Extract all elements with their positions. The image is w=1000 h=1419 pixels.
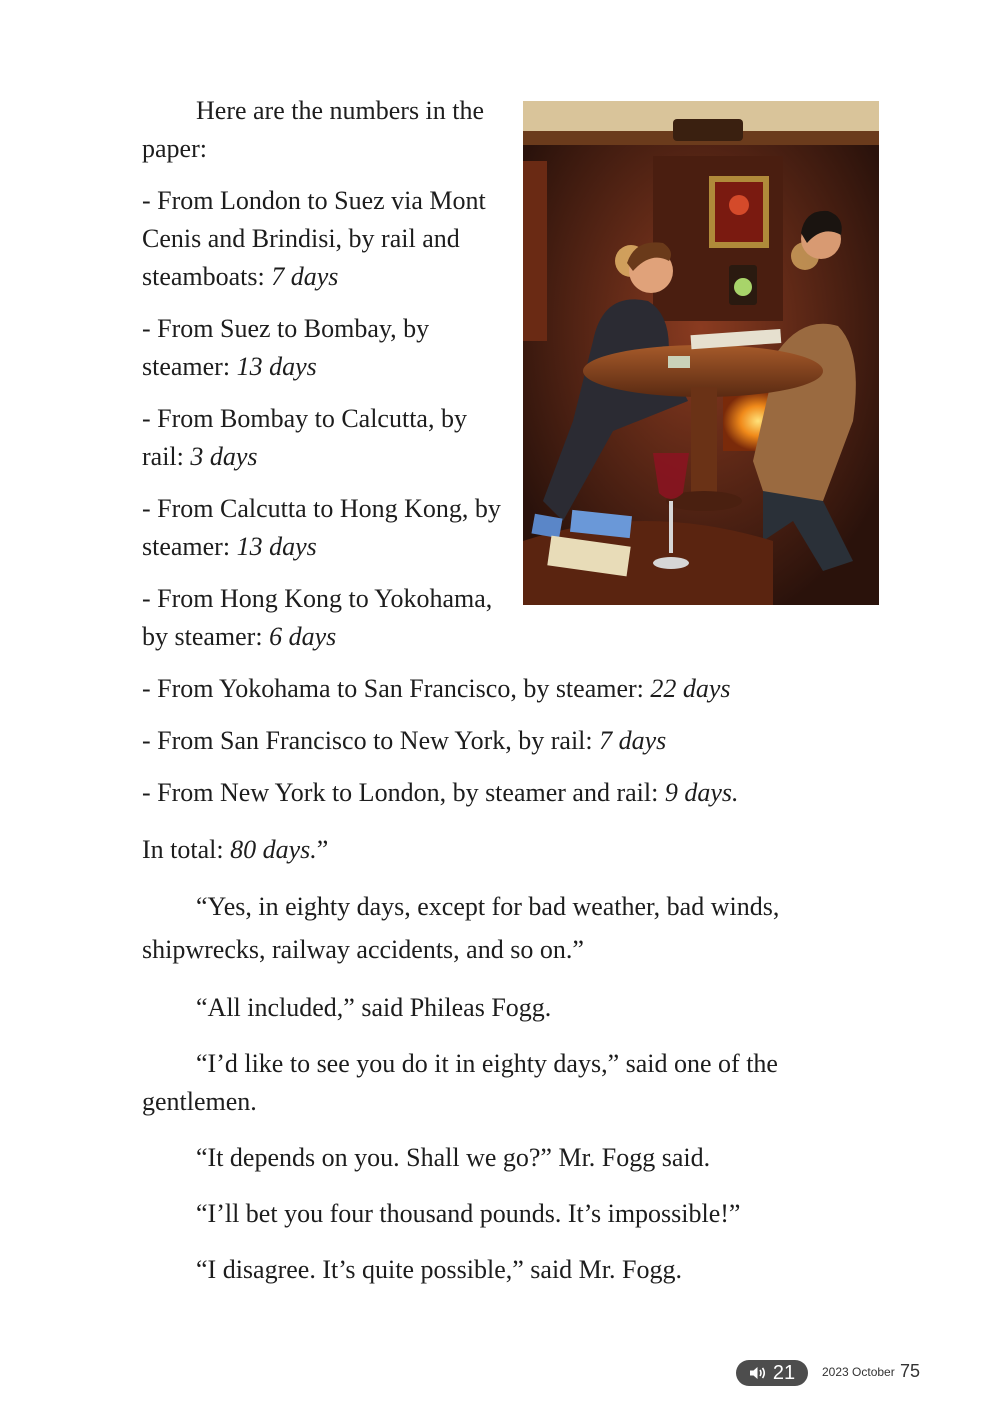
route-item [142, 400, 512, 476]
route-item [142, 310, 512, 386]
total-label: In total: [142, 835, 231, 864]
route-duration: 22 days [650, 674, 731, 703]
route-duration: 7 days [271, 262, 339, 291]
route-text: - From Bombay to Calcutta, by rail: [142, 404, 467, 471]
route-item [142, 722, 862, 760]
speaker-icon [749, 1366, 767, 1380]
route-duration: 13 days [236, 532, 317, 561]
route-duration: 6 days [269, 622, 337, 651]
audio-track-number: 21 [772, 1361, 796, 1384]
route-item [142, 580, 512, 656]
route-item [142, 670, 862, 708]
issue-date: 2023 October [822, 1365, 895, 1379]
total-close-quote: ” [316, 835, 329, 864]
route-duration: 9 days. [664, 778, 739, 807]
route-text: - From New York to London, by steamer and rail: [142, 778, 665, 807]
dialogue-paragraph: “I disagree. It’s quite possible,” said Mr. Fogg. [196, 1255, 682, 1284]
route-item [142, 490, 512, 566]
route-text: - From Suez to Bombay, by steamer: [142, 314, 430, 381]
route-text: - From Yokohama to San Francisco, by steamer: [142, 674, 651, 703]
route-item [142, 182, 512, 296]
route-text: - From London to Suez via Mont Cenis and Brindisi, by rail and steamboats: [142, 186, 486, 291]
dialogue-paragraph: “Yes, in eighty days, except for bad weather, bad winds, shipwrecks, railway accidents, and so on.” [142, 892, 780, 964]
intro-column [142, 92, 512, 656]
route-item [142, 774, 862, 812]
route-duration: 3 days [190, 442, 258, 471]
route-text: - From San Francisco to New York, by rail: [142, 726, 600, 755]
route-duration: 7 days [599, 726, 667, 755]
dialogue-paragraph: “I’ll bet you four thousand pounds. It’s impossible!” [196, 1199, 741, 1228]
audio-track-badge[interactable] [736, 1360, 808, 1386]
route-text: - From Hong Kong to Yokohama, by steamer: [142, 584, 493, 651]
page-number: 75 [900, 1361, 921, 1381]
intro-paragraph: Here are the numbers in the paper: [142, 96, 485, 163]
total-line [142, 831, 862, 869]
card-game-illustration-icon [523, 101, 879, 605]
card-game-illustration [523, 101, 879, 605]
route-duration: 13 days [236, 352, 317, 381]
dialogue-paragraph: “I’d like to see you do it in eighty days,” said one of the gentlemen. [142, 1049, 778, 1116]
dialogue-paragraph: “All included,” said Phileas Fogg. [196, 993, 552, 1022]
total-value: 80 days. [230, 835, 317, 864]
dialogue-paragraph: “It depends on you. Shall we go?” Mr. Fogg said. [196, 1143, 711, 1172]
main-column [142, 670, 862, 1289]
route-text: - From Calcutta to Hong Kong, by steamer: [142, 494, 501, 561]
page-footer [736, 1360, 936, 1388]
